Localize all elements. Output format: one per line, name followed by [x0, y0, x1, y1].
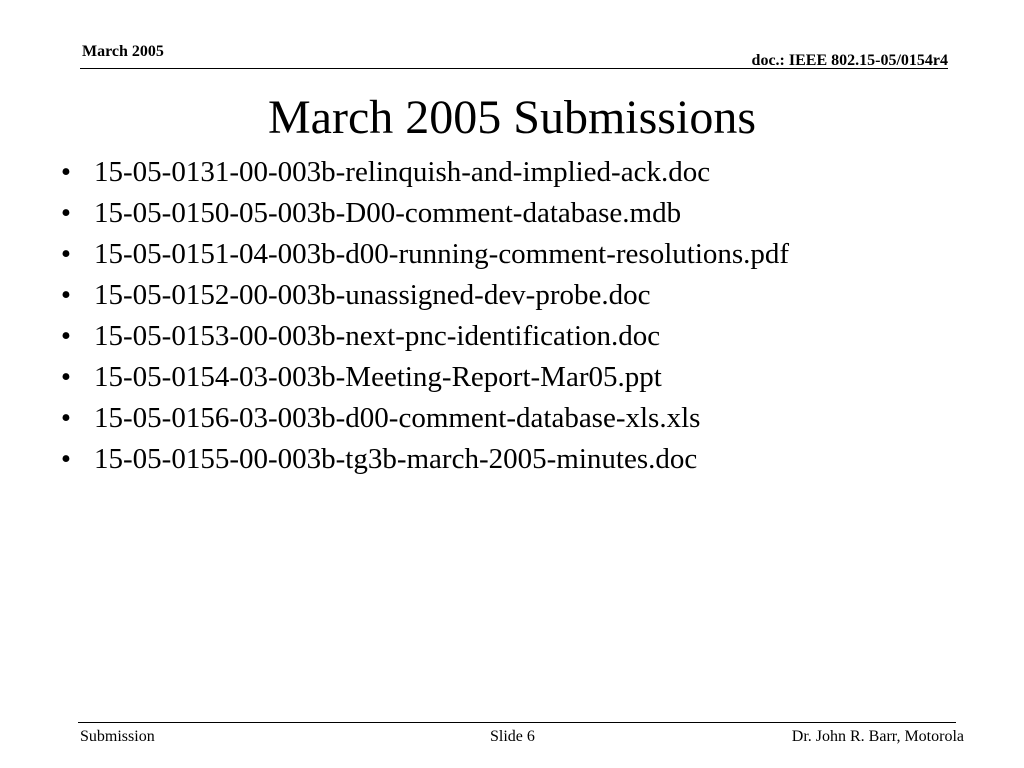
list-item-text: 15-05-0131-00-003b-relinquish-and-implied-ack.doc: [94, 156, 711, 188]
list-item: [56, 357, 789, 398]
list-item: [56, 316, 789, 357]
bullet-icon: •: [60, 279, 72, 311]
bullet-icon: •: [60, 320, 72, 352]
footer-slide-number: Slide 6: [490, 728, 535, 745]
list-item: [56, 193, 789, 234]
list-item: [56, 152, 789, 193]
bullet-icon: •: [60, 361, 72, 393]
slide-title: March 2005 Submissions: [267, 91, 756, 144]
footer-submission: Submission: [80, 728, 155, 745]
header-date: March 2005: [82, 43, 164, 60]
list-item-text: 15-05-0156-03-003b-d00-comment-database-xls.xls: [94, 402, 701, 434]
list-item-text: 15-05-0155-00-003b-tg3b-march-2005-minutes.doc: [94, 443, 698, 475]
list-item: [56, 234, 789, 275]
list-item: [56, 398, 789, 439]
list-item: [56, 275, 789, 316]
list-item-text: 15-05-0150-05-003b-D00-comment-database.mdb: [94, 197, 682, 229]
submission-list: [56, 152, 789, 480]
bullet-icon: •: [60, 156, 72, 188]
bullet-icon: •: [60, 443, 72, 475]
footer-author: Dr. John R. Barr, Motorola: [791, 728, 964, 745]
list-item-text: 15-05-0152-00-003b-unassigned-dev-probe.doc: [94, 279, 651, 311]
list-item-text: 15-05-0151-04-003b-d00-running-comment-resolutions.pdf: [94, 238, 790, 270]
bullet-icon: •: [60, 197, 72, 229]
footer-divider: [78, 722, 956, 723]
bullet-icon: •: [60, 402, 72, 434]
list-item-text: 15-05-0154-03-003b-Meeting-Report-Mar05.ppt: [94, 361, 662, 393]
header-divider: [80, 68, 948, 69]
list-item-text: 15-05-0153-00-003b-next-pnc-identification.doc: [94, 320, 661, 352]
header-doc-id: doc.: IEEE 802.15-05/0154r4: [751, 52, 948, 69]
bullet-icon: •: [60, 238, 72, 270]
list-item: [56, 439, 789, 480]
